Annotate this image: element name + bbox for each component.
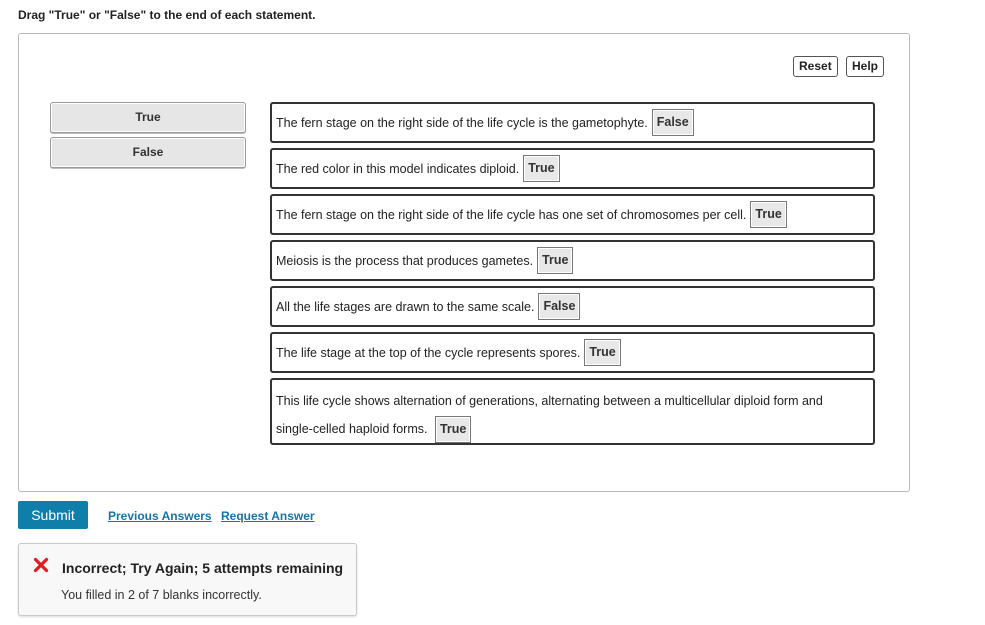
statement-text: This life cycle shows alternation of generations, alternating between a multicellular diploid form and — [276, 394, 823, 408]
answer-slot[interactable]: False — [652, 109, 694, 136]
answer-slot[interactable]: True — [537, 247, 573, 274]
statement-text: Meiosis is the process that produces gametes. — [276, 253, 534, 268]
submit-button[interactable]: Submit — [18, 501, 88, 529]
feedback-box — [18, 543, 357, 616]
statement-text: The fern stage on the right side of the life cycle has one set of chromosomes per cell. — [276, 207, 747, 222]
statement-text: All the life stages are drawn to the same scale. — [276, 299, 535, 314]
help-button[interactable]: Help — [846, 56, 884, 77]
answer-slot[interactable]: True — [584, 339, 620, 366]
instructions-text: Drag "True" or "False" to the end of each statement. — [18, 8, 316, 22]
statement-row — [270, 286, 875, 327]
source-tile-false[interactable]: False — [50, 137, 246, 168]
answer-slot[interactable]: False — [538, 293, 580, 320]
statement-text: The red color in this model indicates diploid. — [276, 161, 520, 176]
statement-text: The life stage at the top of the cycle represents spores. — [276, 345, 581, 360]
x-icon — [33, 557, 49, 573]
answer-slot[interactable]: True — [523, 155, 559, 182]
statement-row — [270, 332, 875, 373]
feedback-message: You filled in 2 of 7 blanks incorrectly. — [61, 588, 262, 602]
statement-row — [270, 194, 875, 235]
answer-slot[interactable]: True — [435, 416, 471, 443]
statement-row — [270, 148, 875, 189]
drag-drop-panel — [18, 33, 910, 492]
feedback-title: Incorrect; Try Again; 5 attempts remaining — [62, 560, 344, 576]
statement-row — [270, 240, 875, 281]
reset-button[interactable]: Reset — [793, 56, 838, 77]
previous-answers-link[interactable]: Previous Answers — [108, 509, 212, 523]
statement-text: The fern stage on the right side of the life cycle is the gametophyte. — [276, 115, 648, 130]
statement-row — [270, 102, 875, 143]
source-tile-true[interactable]: True — [50, 102, 246, 133]
statement-text: single-celled haploid forms. — [276, 422, 428, 436]
request-answer-link[interactable]: Request Answer — [221, 509, 315, 523]
statement-row — [270, 378, 875, 445]
answer-slot[interactable]: True — [750, 201, 786, 228]
